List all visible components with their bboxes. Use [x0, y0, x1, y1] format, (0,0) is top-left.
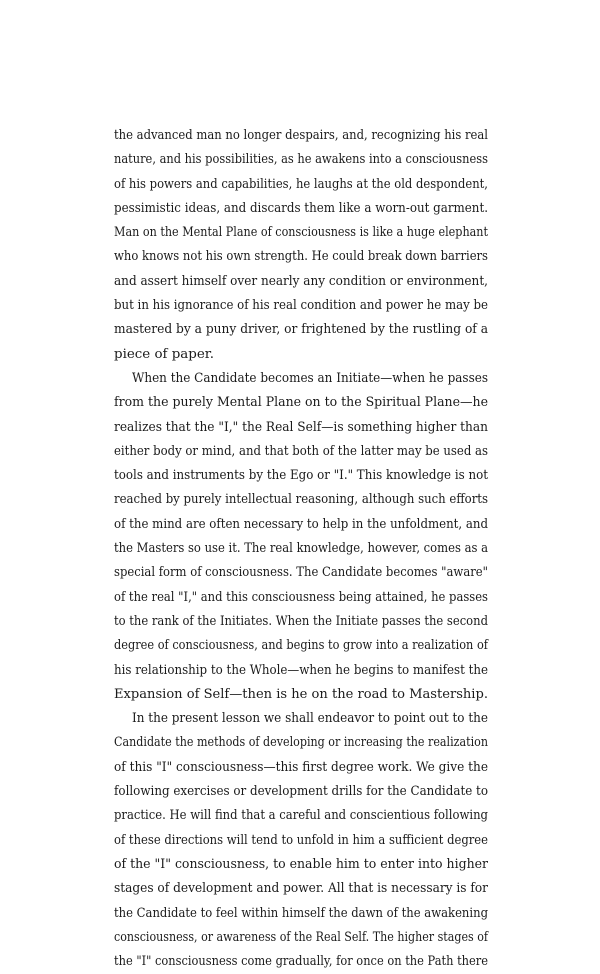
text-line: the advanced man no longer despairs, and, recognizing his real — [114, 128, 488, 143]
paragraph — [114, 707, 488, 974]
text-line: When the Candidate becomes an Initiate—when he passes — [132, 370, 488, 386]
text-line: nature, and his possibilities, as he awakens into a consciousness — [114, 152, 488, 168]
text-line: stages of development and power. All that is necessary is for — [114, 881, 488, 897]
text-line: following exercises or development drills for the Candidate to — [114, 784, 488, 800]
text-line: either body or mind, and that both of the latter may be used as — [114, 443, 488, 459]
text-line: In the present lesson we shall endeavor to point out to the — [132, 711, 488, 727]
text-line: special form of consciousness. The Candidate becomes "aware" — [114, 565, 488, 581]
text-line: of the "I" consciousness, to enable him to enter into higher — [114, 856, 488, 872]
text-line: tools and instruments by the Ego or "I." This knowledge is not — [114, 468, 488, 484]
text-line: Expansion of Self—then is he on the road to Mastership. — [114, 686, 488, 702]
text-line: Candidate the methods of developing or increasing the realization — [114, 735, 488, 751]
text-line: of his powers and capabilities, he laughs at the old despondent, — [114, 176, 488, 192]
text-line: reached by purely intellectual reasoning, although such efforts — [114, 492, 488, 508]
text-line: the Masters so use it. The real knowledge, however, comes as a — [114, 541, 488, 557]
text-line: the "I" consciousness come gradually, for once on the Path there — [114, 954, 488, 970]
text-line: Man on the Mental Plane of consciousness is like a huge elephant — [114, 225, 488, 241]
text-line: to the rank of the Initiates. When the Initiate passes the second — [114, 613, 488, 629]
text-line: who knows not his own strength. He could break down barriers — [114, 249, 488, 265]
text-line: consciousness, or awareness of the Real Self. The higher stages of — [114, 929, 488, 945]
text-line: of these directions will tend to unfold in him a sufficient degree — [114, 832, 488, 848]
text-line: of the mind are often necessary to help in the unfoldment, and — [114, 516, 488, 532]
text-line: but in his ignorance of his real condition and power he may be — [114, 298, 488, 314]
text-line: degree of consciousness, and begins to grow into a realization of — [114, 638, 488, 654]
text-line: of the real "I," and this consciousness being attained, he passes — [114, 589, 488, 605]
text-line: his relationship to the Whole—when he begins to manifest the — [114, 662, 488, 678]
paragraph — [114, 124, 488, 367]
text-line: practice. He will find that a careful and conscientious following — [114, 808, 488, 824]
text-line: and assert himself over nearly any condition or environment, — [114, 273, 488, 289]
text-line: mastered by a puny driver, or frightened by the rustling of a — [114, 322, 488, 338]
text-line: pessimistic ideas, and discards them like a worn-out garment. — [114, 200, 488, 216]
paragraph — [114, 367, 488, 707]
text-line: realizes that the "I," the Real Self—is something higher than — [114, 419, 488, 435]
body-text — [114, 124, 488, 974]
text-line: piece of paper. — [114, 346, 214, 362]
text-line: of this "I" consciousness—this first degree work. We give the — [114, 759, 488, 775]
text-line: the Candidate to feel within himself the dawn of the awakening — [114, 905, 488, 921]
text-line: from the purely Mental Plane on to the Spiritual Plane—he — [114, 395, 488, 411]
